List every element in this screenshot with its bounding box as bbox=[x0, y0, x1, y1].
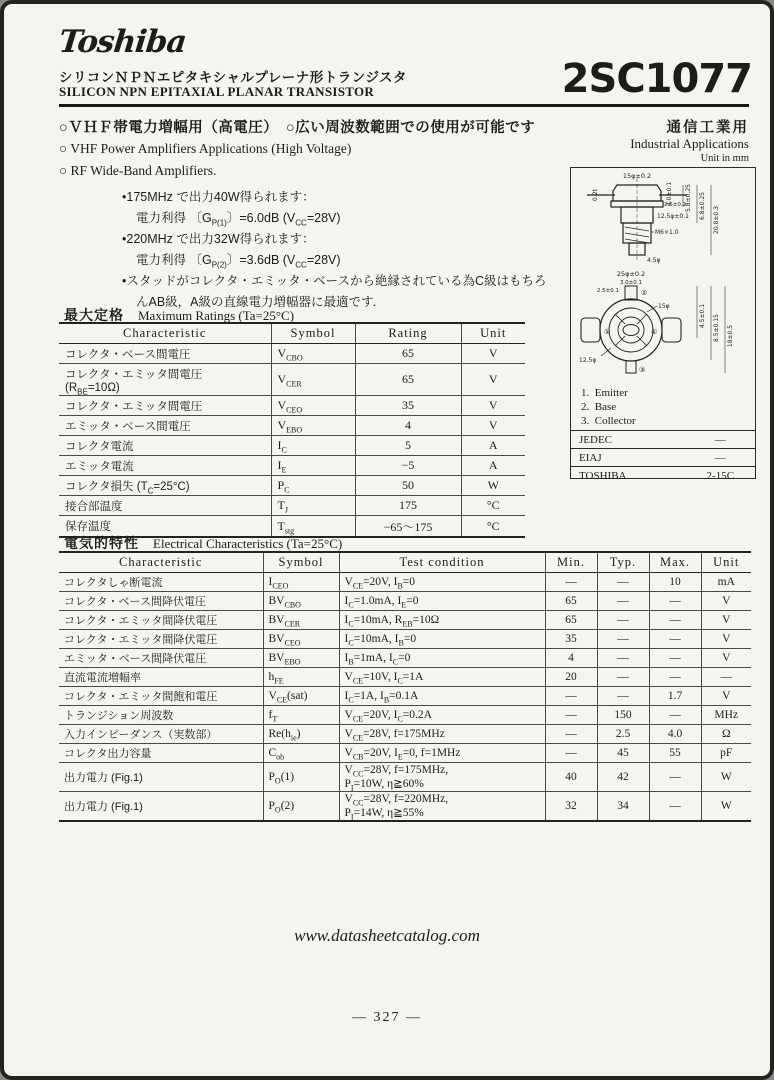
dim-cap-bottom: 15φ bbox=[658, 303, 670, 310]
col-unit: Unit bbox=[461, 323, 525, 344]
electrical-row bbox=[59, 630, 751, 649]
electrical-row bbox=[59, 725, 751, 744]
pin-name: Base bbox=[594, 401, 617, 413]
registry-code: 2-15C bbox=[682, 467, 755, 485]
cell-min: 65 bbox=[545, 611, 597, 630]
registry-table bbox=[571, 430, 755, 484]
max-ratings-row bbox=[59, 476, 525, 496]
electrical-row bbox=[59, 573, 751, 592]
cell-min: — bbox=[545, 706, 597, 725]
col-unit: Unit bbox=[701, 552, 751, 573]
cell-max: — bbox=[649, 649, 701, 668]
cell-max: 1.7 bbox=[649, 687, 701, 706]
electrical-row bbox=[59, 668, 751, 687]
dim-hex-diameter: 12.5φ±0.1 bbox=[657, 213, 689, 220]
cell-unit: °C bbox=[461, 496, 525, 516]
package-drawing-bottom-view bbox=[571, 268, 754, 384]
cell-max: — bbox=[649, 668, 701, 687]
electrical-row bbox=[59, 763, 751, 792]
cell-characteristic: コレクタしゃ断電流 bbox=[59, 573, 263, 592]
dim-d2: 8.5±0.15 bbox=[713, 314, 720, 342]
col-max: Max. bbox=[649, 552, 701, 573]
cell-typ: — bbox=[597, 592, 649, 611]
unit-note: Unit in mm bbox=[700, 153, 749, 164]
electrical-header-row bbox=[59, 552, 751, 573]
pin-legend-item bbox=[581, 414, 755, 428]
bullet-line-2: 電力利得 〔$G_{P(2)}$〕=3.6dB $(V_{CC}=28V)$ bbox=[136, 253, 341, 270]
cell-characteristic: コレクタ電流 bbox=[59, 436, 271, 456]
cell-test-condition: $V_{CE}=20V$, $I_B=0$ bbox=[339, 573, 545, 592]
cell-characteristic: コレクタ・エミッタ間電圧 bbox=[59, 396, 271, 416]
cell-characteristic: エミッタ電流 bbox=[59, 456, 271, 476]
cell-symbol: $f_T$ bbox=[263, 706, 339, 725]
cell-unit: V bbox=[701, 630, 751, 649]
pin-legend-item bbox=[581, 386, 755, 400]
cell-typ: — bbox=[597, 630, 649, 649]
dim-cap-height: 4.0±0.1 bbox=[666, 181, 673, 207]
pin-name: Collector bbox=[594, 415, 636, 427]
dim-thread: M6×1.0 bbox=[655, 229, 679, 236]
cell-test-condition: $V_{CB}=20V$, $I_E=0$, f=1MHz bbox=[339, 744, 545, 763]
max-ratings-row bbox=[59, 364, 525, 396]
cell-unit: V bbox=[701, 649, 751, 668]
cell-max: — bbox=[649, 763, 701, 792]
registry-agency: TOSHIBA bbox=[571, 467, 682, 485]
pin-number: 1. bbox=[581, 387, 590, 399]
cell-max: — bbox=[649, 792, 701, 822]
dim-tip-diameter: 4.5φ bbox=[647, 257, 661, 264]
col-symbol: Symbol bbox=[263, 552, 339, 573]
cell-symbol: $T_J$ bbox=[271, 496, 355, 516]
bullet-icon: • bbox=[122, 190, 127, 204]
bullet-line-2: 電力利得 〔$G_{P(1)}$〕=6.0dB $(V_{CC}=28V)$ bbox=[136, 211, 341, 228]
cell-characteristic: コレクタ・エミッタ間電圧 $(R_{BE}=10\Omega)$ bbox=[59, 364, 271, 396]
dim-lead-w2: 2.5±0.1 bbox=[596, 288, 619, 294]
features-headline-jp: ○ＶＨＦ帯電力増幅用（高電圧） ○広い周波数範囲での使用が可能です bbox=[59, 120, 536, 136]
dim-d3: 18±0.5 bbox=[727, 324, 734, 348]
cell-min: 40 bbox=[545, 763, 597, 792]
cell-symbol: $h_{FE}$ bbox=[263, 668, 339, 687]
dim-lead-w1: 3.0±0.1 bbox=[619, 280, 643, 286]
cell-unit: V bbox=[701, 687, 751, 706]
registry-row bbox=[571, 431, 755, 449]
dim-total-height: 20.8±0.3 bbox=[713, 206, 720, 234]
cell-max: 10 bbox=[649, 573, 701, 592]
cell-unit: pF bbox=[701, 744, 751, 763]
max-ratings-table bbox=[59, 322, 525, 538]
cell-min: — bbox=[545, 725, 597, 744]
cell-characteristic: エミッタ・ベース間降伏電圧 bbox=[59, 649, 263, 668]
max-ratings-row bbox=[59, 456, 525, 476]
cell-characteristic: 入力インピーダンス（実数部） bbox=[59, 725, 263, 744]
cell-symbol: $BV_{CBO}$ bbox=[263, 592, 339, 611]
dim-hex-bottom: 12.5φ bbox=[579, 357, 597, 364]
cell-min: 65 bbox=[545, 592, 597, 611]
cell-rating: 4 bbox=[355, 416, 461, 436]
cell-test-condition: $V_{CC}=28V$, f=175MHz, $P_I=10W$, η≧60% bbox=[339, 763, 545, 792]
cell-characteristic: 出力電力 (Fig.1) bbox=[59, 792, 263, 822]
max-ratings-title-en: Maximum Ratings (Ta=25°C) bbox=[138, 308, 295, 323]
max-ratings-row bbox=[59, 416, 525, 436]
cell-unit: Ω bbox=[701, 725, 751, 744]
registry-row bbox=[571, 467, 755, 485]
electrical-row bbox=[59, 592, 751, 611]
dim-flange: 2.6±0.2 bbox=[664, 202, 687, 208]
page-number: — 327 — bbox=[352, 1010, 422, 1025]
cell-characteristic: コレクタ損失 $(T_C=25^\circ C)$ bbox=[59, 476, 271, 496]
feature-bullet bbox=[122, 229, 567, 271]
pin-1-marker-right: ① bbox=[651, 328, 658, 336]
feature-bullets bbox=[122, 187, 567, 313]
cell-max: — bbox=[649, 706, 701, 725]
package-outline-box bbox=[570, 167, 756, 482]
col-symbol: Symbol bbox=[271, 323, 355, 344]
cell-unit: A bbox=[461, 456, 525, 476]
cell-unit: V bbox=[701, 592, 751, 611]
cell-typ: 150 bbox=[597, 706, 649, 725]
max-ratings-row bbox=[59, 436, 525, 456]
cell-symbol: $V_{EBO}$ bbox=[271, 416, 355, 436]
dim-cap-diameter: 15φ±0.2 bbox=[622, 172, 652, 180]
cell-rating: 5 bbox=[355, 436, 461, 456]
electrical-row bbox=[59, 687, 751, 706]
registry-code: — bbox=[682, 449, 755, 467]
cell-characteristic: コレクタ・エミッタ間降伏電圧 bbox=[59, 611, 263, 630]
pin-name: Emitter bbox=[594, 387, 628, 399]
cell-typ: 42 bbox=[597, 763, 649, 792]
cell-typ: 2.5 bbox=[597, 725, 649, 744]
pin-legend-item bbox=[581, 400, 755, 414]
cell-unit: V bbox=[461, 396, 525, 416]
max-ratings-row bbox=[59, 496, 525, 516]
cell-min: — bbox=[545, 573, 597, 592]
cell-test-condition: $I_C=10mA$, $R_{EB}=10\Omega$ bbox=[339, 611, 545, 630]
cell-unit: V bbox=[461, 364, 525, 396]
electrical-row bbox=[59, 792, 751, 822]
col-rating: Rating bbox=[355, 323, 461, 344]
cell-characteristic: エミッタ・ベース間電圧 bbox=[59, 416, 271, 436]
cell-characteristic: コレクタ・ベース間電圧 bbox=[59, 344, 271, 364]
cell-symbol: $V_{CBO}$ bbox=[271, 344, 355, 364]
col-test-condition: Test condition bbox=[339, 552, 545, 573]
pin-1-marker-left: ① bbox=[604, 328, 611, 336]
dim-lead-thickness: 0.2t bbox=[592, 189, 599, 201]
bullet-line-2: んAB級，A級の直線電力増幅器に最適です． bbox=[136, 295, 386, 309]
applications-jp: 通信工業用 bbox=[666, 120, 749, 136]
part-number: 2SC1077 bbox=[561, 56, 752, 102]
electrical-title-en: Electrical Characteristics (Ta=25°C) bbox=[153, 536, 343, 551]
cell-max: — bbox=[649, 611, 701, 630]
cell-min: 4 bbox=[545, 649, 597, 668]
cell-symbol: $Re(h_{ie})$ bbox=[263, 725, 339, 744]
dim-overall: 25φ±0.2 bbox=[616, 270, 646, 278]
max-ratings-header-row bbox=[59, 323, 525, 344]
registry-agency: EIAJ bbox=[571, 449, 682, 467]
toshiba-logo: Toshiba bbox=[57, 24, 188, 60]
cell-min: 20 bbox=[545, 668, 597, 687]
electrical-title-jp: 電気的特性 bbox=[64, 535, 139, 551]
cell-test-condition: $V_{CC}=28V$, f=220MHz, $P_I=14W$, η≧55% bbox=[339, 792, 545, 822]
registry-row bbox=[571, 449, 755, 467]
cell-typ: 45 bbox=[597, 744, 649, 763]
cell-rating: 65 bbox=[355, 364, 461, 396]
cell-characteristic: コレクタ出力容量 bbox=[59, 744, 263, 763]
col-characteristic: Characteristic bbox=[59, 552, 263, 573]
bullet-line-1: スタッドがコレクタ・エミッタ・ベースから絶縁されている為C級はもちろ bbox=[126, 274, 547, 288]
cell-rating: −5 bbox=[355, 456, 461, 476]
cell-typ: — bbox=[597, 649, 649, 668]
pin-2-marker: ② bbox=[641, 289, 648, 297]
cell-max: 4.0 bbox=[649, 725, 701, 744]
cell-symbol: $BV_{CER}$ bbox=[263, 611, 339, 630]
bullet-line-1: 220MHz で出力32W得られます： bbox=[126, 232, 315, 246]
bullet-line-1: 175MHz で出力40W得られます： bbox=[126, 190, 315, 204]
cell-max: 55 bbox=[649, 744, 701, 763]
electrical-title bbox=[64, 533, 342, 553]
pin-3-marker: ③ bbox=[639, 366, 646, 374]
cell-rating: 65 bbox=[355, 344, 461, 364]
bullet-icon: • bbox=[122, 274, 127, 288]
electrical-row bbox=[59, 706, 751, 725]
cell-unit: A bbox=[461, 436, 525, 456]
cell-symbol: $I_{CEO}$ bbox=[263, 573, 339, 592]
cell-symbol: $P_C$ bbox=[271, 476, 355, 496]
cell-unit: V bbox=[461, 416, 525, 436]
max-ratings-title-jp: 最大定格 bbox=[64, 307, 124, 323]
cell-symbol: $I_C$ bbox=[271, 436, 355, 456]
feature-en-rf: ○ RF Wide-Band Amplifiers. bbox=[59, 163, 217, 178]
cell-rating: 50 bbox=[355, 476, 461, 496]
cell-unit: W bbox=[701, 792, 751, 822]
col-typ: Typ. bbox=[597, 552, 649, 573]
col-min: Min. bbox=[545, 552, 597, 573]
cell-characteristic: 接合部温度 bbox=[59, 496, 271, 516]
cell-test-condition: $V_{CE}=28V$, f=175MHz bbox=[339, 725, 545, 744]
cell-unit: W bbox=[461, 476, 525, 496]
pin-number: 2. bbox=[581, 401, 590, 413]
cell-test-condition: $V_{CE}=20V$, $I_C=0.2A$ bbox=[339, 706, 545, 725]
cell-symbol: $BV_{EBO}$ bbox=[263, 649, 339, 668]
cell-characteristic: 保存温度 bbox=[59, 516, 271, 538]
cell-min: 32 bbox=[545, 792, 597, 822]
cell-symbol: $P_O(1)$ bbox=[263, 763, 339, 792]
cell-unit: W bbox=[701, 763, 751, 792]
col-characteristic: Characteristic bbox=[59, 323, 271, 344]
electrical-row bbox=[59, 744, 751, 763]
cell-rating: −65～175 bbox=[355, 516, 461, 538]
cell-characteristic: 出力電力 (Fig.1) bbox=[59, 763, 263, 792]
cell-min: — bbox=[545, 687, 597, 706]
cell-symbol: $V_{CE}(sat)$ bbox=[263, 687, 339, 706]
cell-max: — bbox=[649, 592, 701, 611]
cell-unit: — bbox=[701, 668, 751, 687]
cell-characteristic: 直流電流増幅率 bbox=[59, 668, 263, 687]
cell-test-condition: $I_B=1mA$, $I_C=0$ bbox=[339, 649, 545, 668]
electrical-row bbox=[59, 649, 751, 668]
cell-symbol: $P_O(2)$ bbox=[263, 792, 339, 822]
cell-min: — bbox=[545, 744, 597, 763]
dim-h1: 5.8±0.25 bbox=[685, 184, 692, 212]
cell-unit: V bbox=[701, 611, 751, 630]
cell-symbol: $C_{ob}$ bbox=[263, 744, 339, 763]
bullet-icon: • bbox=[122, 232, 127, 246]
cell-test-condition: $I_C=1A$, $I_B=0.1A$ bbox=[339, 687, 545, 706]
electrical-table bbox=[59, 551, 751, 822]
cell-min: 35 bbox=[545, 630, 597, 649]
cell-characteristic: コレクタ・エミッタ間降伏電圧 bbox=[59, 630, 263, 649]
registry-agency: JEDEC bbox=[571, 431, 682, 449]
feature-bullet bbox=[122, 187, 567, 229]
page-title-jp: シリコンＮＰＮエピタキシャルプレーナ形トランジスタ bbox=[59, 70, 408, 85]
cell-symbol: $V_{CER}$ bbox=[271, 364, 355, 396]
registry-code: — bbox=[682, 431, 755, 449]
cell-symbol: $T_{stg}$ bbox=[271, 516, 355, 538]
cell-characteristic: トランジション周波数 bbox=[59, 706, 263, 725]
cell-characteristic: コレクタ・エミッタ間飽和電圧 bbox=[59, 687, 263, 706]
feature-en-vhf: ○ VHF Power Amplifiers Applications (High Voltage) bbox=[59, 141, 352, 156]
page-title-en: SILICON NPN EPITAXIAL PLANAR TRANSISTOR bbox=[59, 84, 375, 99]
cell-unit: °C bbox=[461, 516, 525, 538]
pin-number: 3. bbox=[581, 415, 590, 427]
cell-symbol: $I_E$ bbox=[271, 456, 355, 476]
cell-test-condition: $I_C=10mA$, $I_B=0$ bbox=[339, 630, 545, 649]
cell-unit: V bbox=[461, 344, 525, 364]
cell-rating: 35 bbox=[355, 396, 461, 416]
pin-legend bbox=[571, 384, 755, 430]
cell-typ: 34 bbox=[597, 792, 649, 822]
cell-unit: mA bbox=[701, 573, 751, 592]
header-rule bbox=[59, 104, 749, 107]
electrical-row bbox=[59, 611, 751, 630]
cell-typ: — bbox=[597, 668, 649, 687]
cell-typ: — bbox=[597, 573, 649, 592]
dim-d1: 4.5±0.1 bbox=[699, 303, 706, 329]
max-ratings-row bbox=[59, 396, 525, 416]
cell-max: — bbox=[649, 630, 701, 649]
cell-symbol: $BV_{CEO}$ bbox=[263, 630, 339, 649]
watermark-url: www.datasheetcatalog.com bbox=[294, 926, 480, 945]
cell-test-condition: $V_{CE}=10V$, $I_C=1A$ bbox=[339, 668, 545, 687]
applications-en: Industrial Applications bbox=[630, 136, 749, 151]
cell-typ: — bbox=[597, 687, 649, 706]
dim-h2: 6.8±0.25 bbox=[699, 192, 706, 220]
cell-characteristic: コレクタ・ベース間降伏電圧 bbox=[59, 592, 263, 611]
cell-typ: — bbox=[597, 611, 649, 630]
cell-rating: 175 bbox=[355, 496, 461, 516]
cell-unit: MHz bbox=[701, 706, 751, 725]
cell-symbol: $V_{CEO}$ bbox=[271, 396, 355, 416]
cell-test-condition: $I_C=1.0mA$, $I_E=0$ bbox=[339, 592, 545, 611]
max-ratings-row bbox=[59, 344, 525, 364]
